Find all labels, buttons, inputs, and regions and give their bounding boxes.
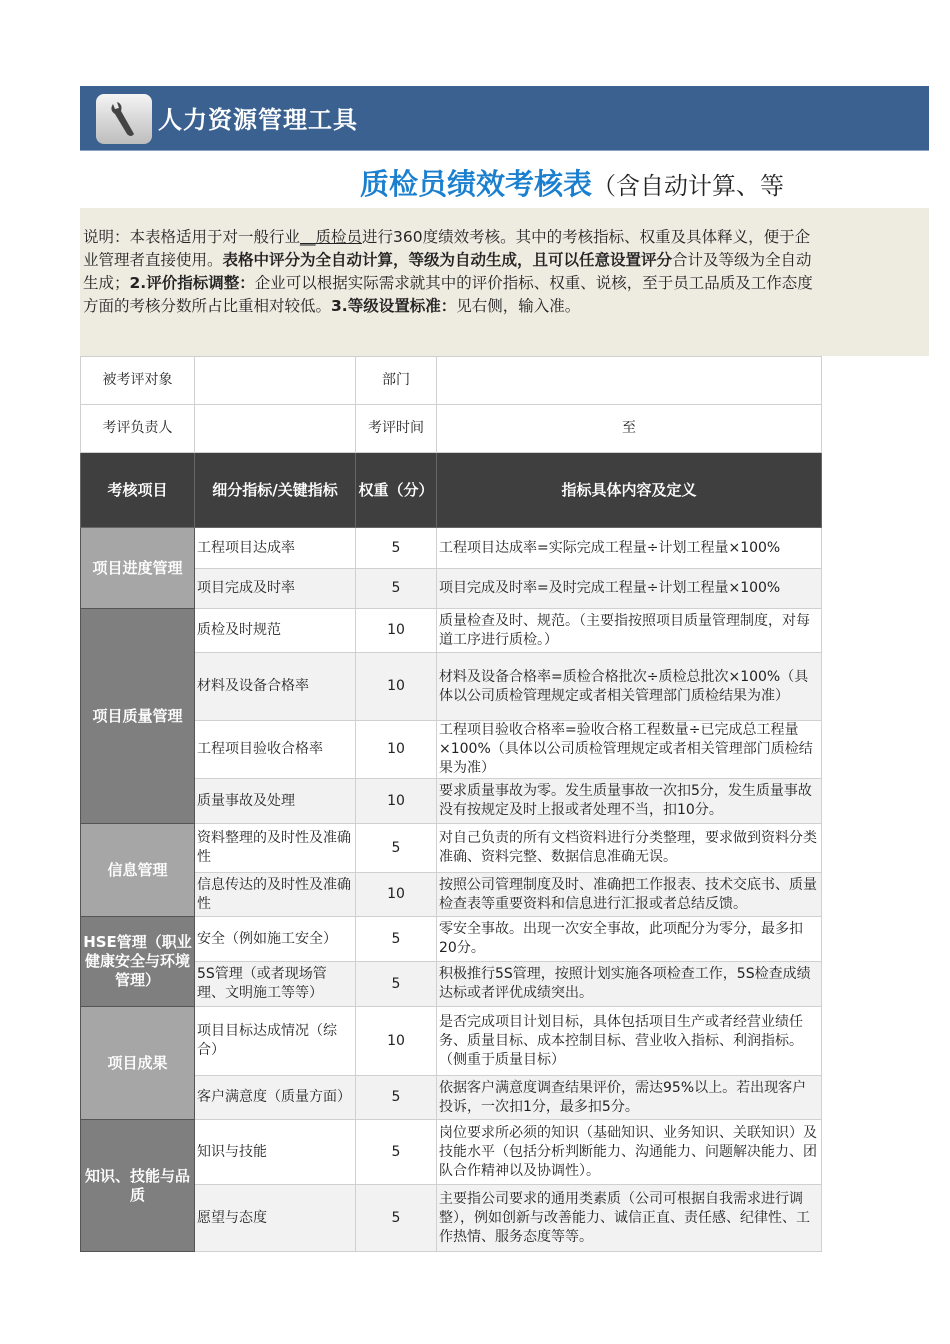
col-header: 指标具体内容及定义 — [437, 453, 822, 528]
desc-part: 进行360度绩效考核。其中的考核指标、权重及具体释义，便于企业管理者直接使用。 — [83, 228, 811, 269]
indicator-definition: 工程项目验收合格率=验收合格工程数量÷已完成总工程量×100%（具体以公司质检管理规定或者相关管理部门质检结果为准） — [437, 721, 822, 779]
dept-input[interactable] — [437, 357, 822, 405]
indicator-definition: 按照公司管理制度及时、准确把工作报表、技术交底书、质量检查表等重要资料和信息进行汇报或者总结反馈。 — [437, 873, 822, 917]
category-cell: 知识、技能与品质 — [81, 1120, 195, 1252]
indicator-name: 质量事故及处理 — [195, 779, 356, 824]
desc-role: __质检员 — [300, 228, 363, 246]
indicator-definition: 项目完成及时率=及时完成工程量÷计划工程量×100% — [437, 569, 822, 609]
indicator-weight: 10 — [356, 1007, 437, 1076]
category-cell: 信息管理 — [81, 824, 195, 917]
indicator-definition: 对自己负责的所有文档资料进行分类整理，要求做到资料分类准确、资料完整、数据信息准确无误。 — [437, 824, 822, 873]
indicator-name: 工程项目验收合格率 — [195, 721, 356, 779]
table-row — [81, 1120, 822, 1185]
indicator-name: 项目目标达成情况（综合） — [195, 1007, 356, 1076]
indicator-name: 资料整理的及时性及准确性 — [195, 824, 356, 873]
table-row — [81, 824, 822, 873]
indicator-weight: 10 — [356, 653, 437, 721]
indicator-name: 知识与技能 — [195, 1120, 356, 1185]
indicator-name: 材料及设备合格率 — [195, 653, 356, 721]
title-sub: （含自动计算、等 — [592, 172, 785, 200]
col-header: 细分指标/关键指标 — [195, 453, 356, 528]
indicator-weight: 10 — [356, 873, 437, 917]
indicator-weight: 5 — [356, 962, 437, 1007]
column-header-row — [81, 453, 822, 528]
table-row — [81, 528, 822, 569]
indicator-name: 愿望与态度 — [195, 1185, 356, 1252]
indicator-weight: 5 — [356, 917, 437, 962]
wrench-icon — [96, 94, 152, 144]
indicator-definition: 主要指公司要求的通用类素质（公司可根据自我需求进行调整），例如创新与改善能力、诚信正直、责任感、纪律性、工作热情、服务态度等等。 — [437, 1185, 822, 1252]
page-title — [360, 162, 820, 203]
desc-bold: 2.评价指标调整： — [129, 274, 255, 292]
title-main: 质检员绩效考核表 — [360, 167, 593, 201]
desc-bold: 表格中评分为全自动计算，等级为自动生成，且可以任意设置评分 — [222, 251, 673, 269]
indicator-definition: 材料及设备合格率=质检合格批次÷质检总批次×100%（具体以公司质检管理规定或者相关管理部门质检结果为准） — [437, 653, 822, 721]
indicator-weight: 5 — [356, 1120, 437, 1185]
description-text — [83, 226, 821, 356]
indicator-definition: 岗位要求所必须的知识（基础知识、业务知识、关联知识）及技能水平（包括分析判断能力、沟通能力、问题解决能力、团队合作精神以及协调性）。 — [437, 1120, 822, 1185]
indicator-definition: 依据客户满意度调查结果评价，需达95%以上。若出现客户投诉，一次扣1分，最多扣5分。 — [437, 1076, 822, 1120]
dept-label: 部门 — [356, 357, 437, 405]
description-box — [80, 208, 929, 356]
desc-part: 企业可以根据实际需求就其中的评价指标、权重、说核，至于员工品质及工作态度方面的考核分数所占比重相对较低。 — [83, 274, 813, 315]
indicator-weight: 5 — [356, 824, 437, 873]
desc-bold: 3.等级设置标准： — [331, 297, 457, 315]
indicator-name: 信息传达的及时性及准确性 — [195, 873, 356, 917]
indicator-weight: 5 — [356, 528, 437, 569]
indicator-weight: 10 — [356, 609, 437, 653]
evaluator-label: 考评负责人 — [81, 405, 195, 453]
header-banner — [80, 86, 929, 151]
category-cell: HSE管理（职业健康安全与环境管理） — [81, 917, 195, 1007]
assessment-table — [80, 356, 822, 1252]
info-row — [81, 405, 822, 453]
indicator-name: 质检及时规范 — [195, 609, 356, 653]
evaluator-input[interactable] — [195, 405, 356, 453]
category-cell: 项目进度管理 — [81, 528, 195, 609]
indicator-weight: 5 — [356, 569, 437, 609]
indicator-name: 5S管理（或者现场管理、文明施工等等） — [195, 962, 356, 1007]
desc-part: 合计及等级为全自动生成； — [83, 251, 812, 292]
indicator-weight: 5 — [356, 1185, 437, 1252]
category-cell: 项目成果 — [81, 1007, 195, 1120]
table-row — [81, 609, 822, 653]
indicator-definition: 积极推行5S管理，按照计划实施各项检查工作，5S检查成绩达标或者评优成绩突出。 — [437, 962, 822, 1007]
indicator-definition: 工程项目达成率=实际完成工程量÷计划工程量×100% — [437, 528, 822, 569]
desc-part: 见右侧，输入准。 — [456, 297, 581, 315]
indicator-definition: 要求质量事故为零。发生质量事故一次扣5分，发生质量事故没有按规定及时上报或者处理不当，扣10分。 — [437, 779, 822, 824]
subject-input[interactable] — [195, 357, 356, 405]
indicator-name: 工程项目达成率 — [195, 528, 356, 569]
indicator-name: 项目完成及时率 — [195, 569, 356, 609]
subject-label: 被考评对象 — [81, 357, 195, 405]
col-header: 考核项目 — [81, 453, 195, 528]
indicator-weight: 5 — [356, 1076, 437, 1120]
indicator-name: 安全（例如施工安全） — [195, 917, 356, 962]
indicator-definition: 是否完成项目计划目标，具体包括项目生产或者经营业绩任务、质量目标、成本控制目标、营业收入指标、利润指标。（侧重于质量目标） — [437, 1007, 822, 1076]
indicator-definition: 质量检查及时、规范。（主要指按照项目质量管理制度，对每道工序进行质检。） — [437, 609, 822, 653]
indicator-weight: 10 — [356, 779, 437, 824]
time-label: 考评时间 — [356, 405, 437, 453]
indicator-definition: 零安全事故。出现一次安全事故，此项配分为零分，最多扣20分。 — [437, 917, 822, 962]
time-range[interactable]: 至 — [437, 405, 822, 453]
brand-title: 人力资源管理工具 — [158, 106, 358, 134]
desc-part: 说明：本表格适用于对一般行业 — [83, 228, 301, 246]
table-row — [81, 917, 822, 962]
table-row — [81, 1007, 822, 1076]
category-cell: 项目质量管理 — [81, 609, 195, 824]
indicator-weight: 10 — [356, 721, 437, 779]
info-row — [81, 357, 822, 405]
col-header: 权重（分） — [356, 453, 437, 528]
indicator-name: 客户满意度（质量方面） — [195, 1076, 356, 1120]
